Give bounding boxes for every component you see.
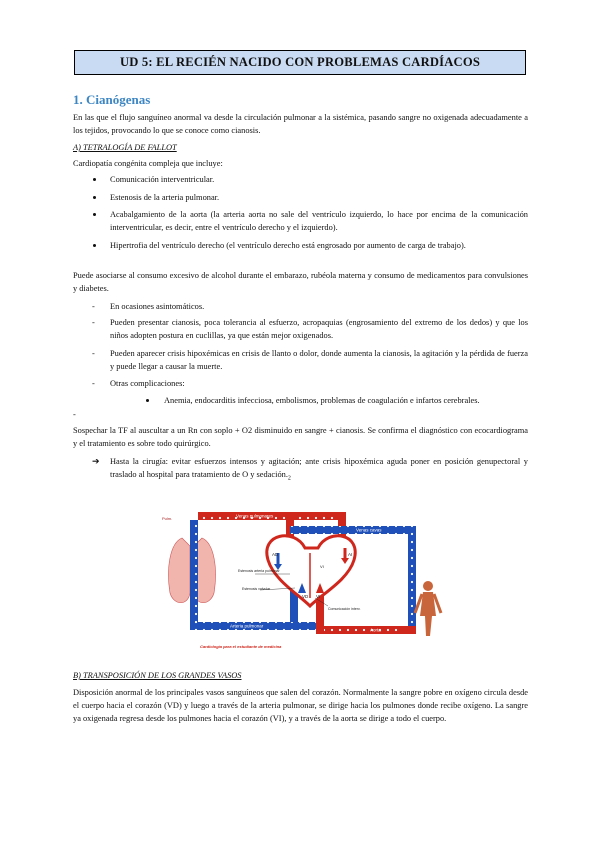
dash-marker: -	[92, 349, 95, 358]
human-body-illustration	[415, 581, 441, 636]
cardiopatia-line: Cardiopatía congénita compleja que incluye:	[73, 159, 223, 168]
heart-illustration	[267, 536, 355, 606]
unit-title-box	[74, 50, 526, 75]
bullet-item: Comunicación interventricular.	[110, 175, 215, 184]
bullet-item: Estenosis de la arteria pulmonar.	[110, 193, 220, 202]
ai-label: AI	[348, 552, 353, 557]
dash-item: Pueden aparecer crisis hipoxémicas en crisis de llanto o dolor, donde aumenta la cianosis, la agitación y la pérdida de fuerza y puede llegar a causar la muerte.	[110, 349, 528, 371]
comunicacion-label: Comunicación interv.	[328, 607, 361, 611]
vi-label: VI	[316, 594, 321, 599]
sospechar-paragraph: Sospechar la TF al auscultar a un Rn con soplo + O2 disminuido en sangre + cianosis. Se confirma el diagnóstico con ecocardiograma y el tratamiento es sobre todo quirúrgico.	[73, 426, 528, 448]
valvular-label: Estenosis valvular	[242, 587, 271, 591]
venas-cavas-label: Venas cavas	[356, 527, 382, 533]
bullet-item: Hipertrofia del ventrículo derecho (el ventrículo derecho está engrosado por aumento de carga de trabajo).	[110, 241, 466, 250]
transposicion-paragraph: Disposición anormal de los principales vasos sanguíneos que salen del corazón. Normalmente la sangre pobre en oxígeno circula desde el cuerpo hacia el corazón (VD) y luego a través de la arteria pulmonar, se dirige hacia los pulmones donde recibe oxígeno. La sangre ya oxigenada regresa desde los pulmones hacia el corazón (VI), y a través de la aorta se dirige a todo el cuerpo.	[73, 688, 528, 723]
unit-title: UD 5: EL RECIÉN NACIDO CON PROBLEMAS CARDÍACOS	[119, 55, 481, 69]
arrow-item	[110, 455, 528, 486]
subheading-fallot: A) TETRALOGÍA DE FALLOT	[73, 143, 177, 152]
estenosis-label: Estenosis arteria pulmonar	[238, 569, 280, 573]
arteria-pulmonar-label: Arteria pulmonar	[230, 623, 264, 629]
ad-label: AD	[272, 552, 279, 557]
dash-item: En ocasiones asintomáticos.	[110, 302, 205, 311]
bullet-dot	[93, 196, 96, 199]
sub-bullet-dot	[146, 399, 149, 402]
arrow-item-text: Hasta la cirugía: evitar esfuerzos intensos y agitación; ante crisis hipoxémica aguda poner en posición genupectoral y traslado al hospital para tratamiento de O y sedación.	[110, 457, 528, 479]
asociarse-paragraph: Puede asociarse al consumo excesivo de alcohol durante el embarazo, rubéola materna y consumo de medicamentos para convulsiones y diabetes.	[73, 271, 528, 293]
aorta-label: Aorta	[370, 627, 381, 633]
arrow-item-subscript: 2	[287, 475, 291, 482]
tetralogy-circulation-diagram	[160, 498, 450, 650]
stray-dash: -	[73, 410, 76, 419]
dash-marker: -	[92, 379, 95, 388]
bullet-dot	[93, 244, 96, 247]
lungs-illustration	[162, 516, 216, 603]
section-heading-cianogenas: 1. Cianógenas	[73, 92, 151, 107]
vi-small-label: VI	[320, 564, 324, 569]
arrow-icon: ➔	[92, 456, 100, 466]
aorta-loop	[316, 588, 416, 634]
vd-label: VD	[302, 594, 309, 599]
sub-bullet-item: Anemia, endocarditis infecciosa, embolismos, problemas de coagulación e infartos cerebrales.	[164, 396, 480, 405]
dash-marker: -	[92, 318, 95, 327]
lungs-label: Pulm.	[162, 516, 173, 521]
venas-pulmonares-label: Venas pulmonares	[236, 513, 274, 519]
dash-marker: -	[92, 302, 95, 311]
bullet-dot	[93, 213, 96, 216]
intro-paragraph: En las que el flujo sanguíneo anormal va desde la circulación pulmonar a la sistémica, pasando sangre no oxigenada adecuadamente a los tejidos, provocando lo que se conoce como cianosis.	[73, 113, 528, 135]
subheading-transposicion: B) TRANSPOSICIÓN DE LOS GRANDES VASOS	[73, 671, 242, 680]
dash-item: Pueden presentar cianosis, poca tolerancia al esfuerzo, acropaquias (engrosamiento del extremo de los dedos) y que los niños adopten postura en cuclillas, ya que están mejor oxigenados.	[110, 318, 528, 340]
diagram-caption: Cardiología para el estudiante de medicina	[200, 644, 282, 649]
bullet-dot	[93, 178, 96, 181]
bullet-item: Acabalgamiento de la aorta (la arteria aorta no sale del ventrículo izquierdo, lo hace por encima de la comunicación interventricular, es decir, entre el ventrículo derecho y el izquierdo).	[110, 210, 528, 232]
dash-item: Otras complicaciones:	[110, 379, 185, 388]
